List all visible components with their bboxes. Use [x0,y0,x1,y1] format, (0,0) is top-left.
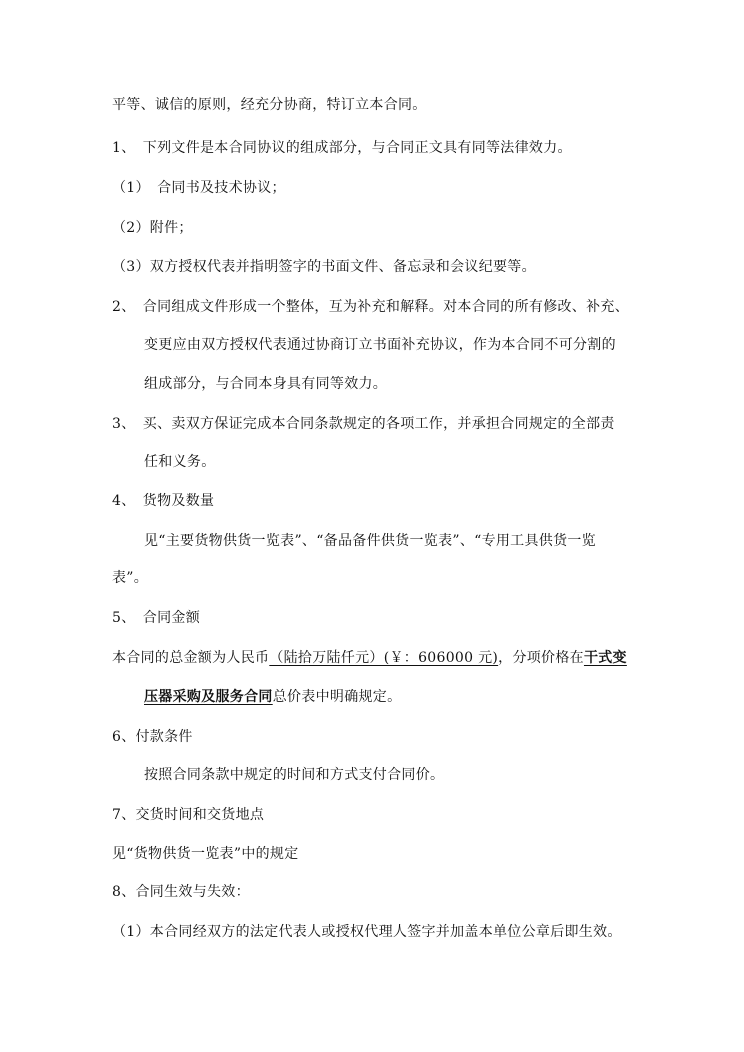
contract-name-part-1: 干式变 [583,650,627,666]
clause-1-item-3: （3）双方授权代表并指明签字的书面文件、备忘录和会议纪要等。 [112,259,536,275]
clause-1-item-2: （2）附件； [112,220,193,236]
contract-name-part-2: 压器采购及服务合同 [144,689,273,705]
clause-2-line-1: 2、 合同组成文件形成一个整体，互为补充和解释。对本合同的所有修改、补充、 [112,299,630,315]
clause-2-line-3: 组成部分，与合同本身具有同等效力。 [144,376,388,392]
contract-amount-value: （陆拾万陆仟元）(￥：606000 元) [269,650,499,666]
clause-3-line-1: 3、 买、卖双方保证完成本合同条款规定的各项工作，并承担合同规定的全部责 [112,416,615,432]
clause-6-heading: 6、付款条件 [112,729,193,745]
clause-5-body-line-1 [112,648,627,668]
clause-8-heading: 8、合同生效与失效： [112,884,250,900]
clause-7-body: 见“货物供货一览表”中的规定 [112,846,299,862]
clause-6-body: 按照合同条款中规定的时间和方式支付合同价。 [144,767,445,783]
clause-8-item-1: （1）本合同经双方的法定代表人或授权代理人签字并加盖本单位公章后即生效。 [112,924,622,940]
contract-amount-mid: ，分项价格在 [498,650,584,666]
clause-4-heading: 4、 货物及数量 [112,493,215,509]
clause-4-body-line-1: 见“主要货物供货一览表”、“备品备件供货一览表”、“专用工具供货一览 [144,533,596,549]
intro-text: 平等、诚信的原则，经充分协商，特订立本合同。 [112,97,427,113]
clause-5-heading: 5、 合同金额 [112,610,201,626]
clause-3-line-2: 任和义务。 [144,454,216,470]
clause-1-item-1: （1） 合同书及技术协议； [112,180,286,196]
contract-amount-prefix: 本合同的总金额为人民币 [112,650,270,666]
clause-7-heading: 7、交货时间和交货地点 [112,807,265,823]
contract-amount-suffix: 总价表中明确规定。 [272,689,402,705]
clause-4-body-line-2: 表”。 [112,570,149,586]
clause-5-body-line-2 [144,687,401,707]
clause-2-line-2: 变更应由双方授权代表通过协商订立书面补充协议，作为本合同不可分割的 [144,337,616,353]
clause-1: 1、 下列文件是本合同协议的组成部分，与合同正文具有同等法律效力。 [112,140,572,156]
